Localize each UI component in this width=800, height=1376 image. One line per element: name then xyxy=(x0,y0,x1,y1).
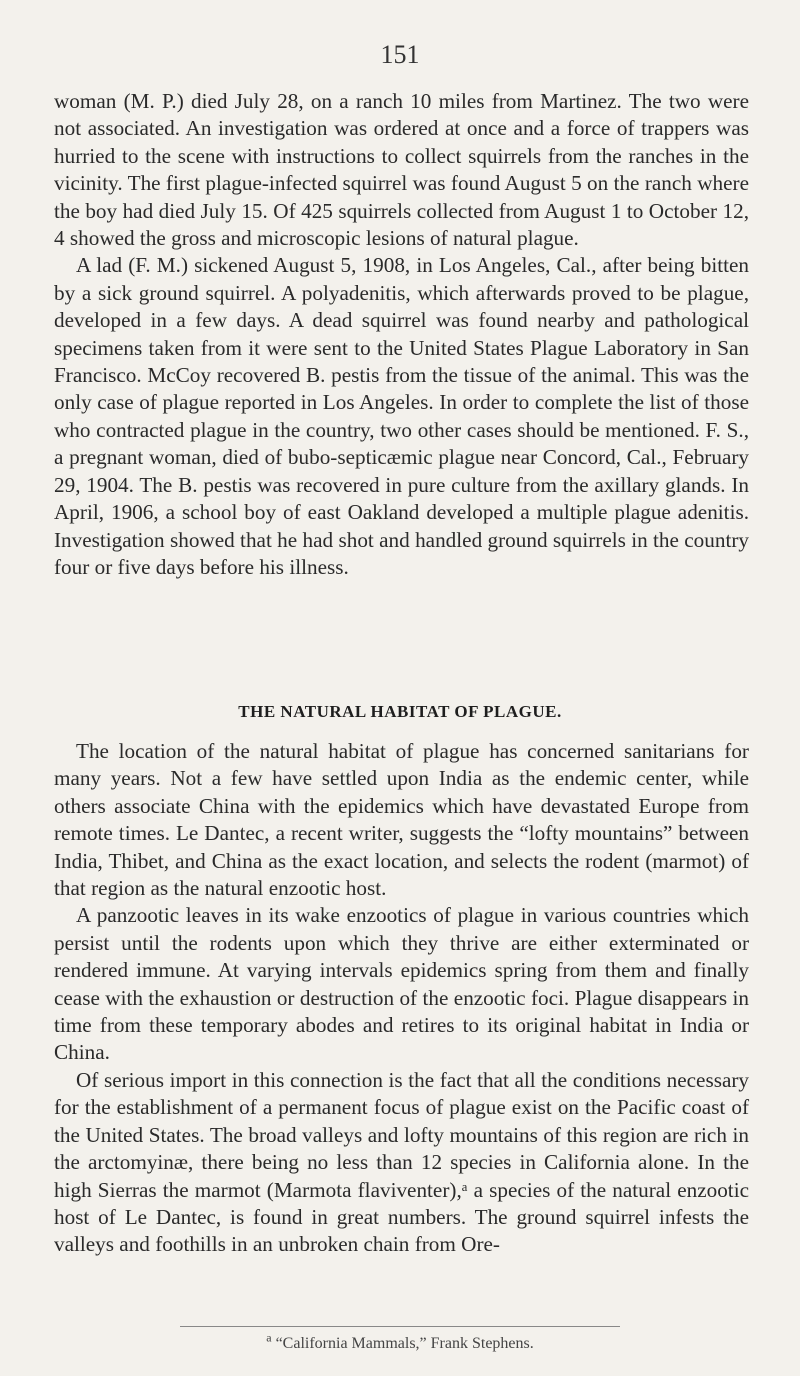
page-number: 151 xyxy=(380,40,420,69)
paragraph-2: A lad (F. M.) sickened August 5, 1908, in Los Angeles, Cal., after being bitten by a sick ground squirrel. A polyadenitis, which afterwards proved to be plague, developed in a few days. A dead squirrel was found nearby and pathological specimens taken from it were sent to the United States Plague Laboratory in San Francisco. McCoy recovered B. pestis from the tissue of the animal. This was the only case of plague reported in Los Angeles. In order to complete the list of those who contracted plague in the country, two other cases should be mentioned. F. S., a pregnant woman, died of bubo-septicæmic plague near Concord, Cal., February 29, 1904. The B. pestis was recovered in pure culture from the axillary glands. In April, 1906, a school boy of east Oakland developed a multiple plague adenitis. Investigation showed that he had shot and handled ground squirrels in the country four or five days before his illness. xyxy=(54,253,749,579)
footnote-marker: a xyxy=(266,1330,272,1345)
section-paragraph-3: Of serious import in this connection is the fact that all the conditions necessary for the establishment of a permanent focus of plague exist on the Pacific coast of the United States. The broad valleys and lofty mountains of this region are rich in the arctomyinæ, there being no less than 12 species in California alone. In the high Sierras the marmot (Marmota flaviventer),ᵃ a species of the natural enzootic host of Le Dantec, is found in great numbers. The ground squirrel infests the valleys and foothills in an unbroken chain from Ore- xyxy=(54,1067,749,1257)
footnote-rule xyxy=(180,1326,620,1327)
body-text xyxy=(54,88,749,581)
footnote-text: “California Mammals,” Frank Stephens. xyxy=(275,1335,534,1352)
section-paragraph-2: A panzootic leaves in its wake enzootics of plague in various countries which persist until the rodents upon which they thrive are either exterminated or rendered immune. At varying intervals epidemics spring from them and finally cease with the exhaustion or destruction of the enzootic foci. Plague disappears in time from these temporary abodes and retires to its original habitat in India or China. xyxy=(54,903,749,1065)
paragraph-1: woman (M. P.) died July 28, on a ranch 10 miles from Martinez. The two were not associated. An investigation was ordered at once and a force of trappers was hurried to the scene with instructions to collect squirrels from the ranches in the vicinity. The first plague-infected squirrel was found August 5 on the ranch where the boy had died July 15. Of 425 squirrels collected from August 1 to October 12, 4 showed the gross and microscopic lesions of natural plague. xyxy=(54,89,749,251)
footnote xyxy=(0,1330,800,1353)
section-heading: THE NATURAL HABITAT OF PLAGUE. xyxy=(238,702,562,721)
section-text xyxy=(54,738,749,1259)
section-paragraph-1: The location of the natural habitat of plague has concerned sanitarians for many years. Not a few have settled upon India as the endemic center, while others associate China with the epidemics which have devastated Europe from remote times. Le Dantec, a recent writer, suggests the “lofty mountains” between India, Thibet, and China as the exact location, and selects the rodent (marmot) of that region as the natural enzootic host. xyxy=(54,739,749,901)
